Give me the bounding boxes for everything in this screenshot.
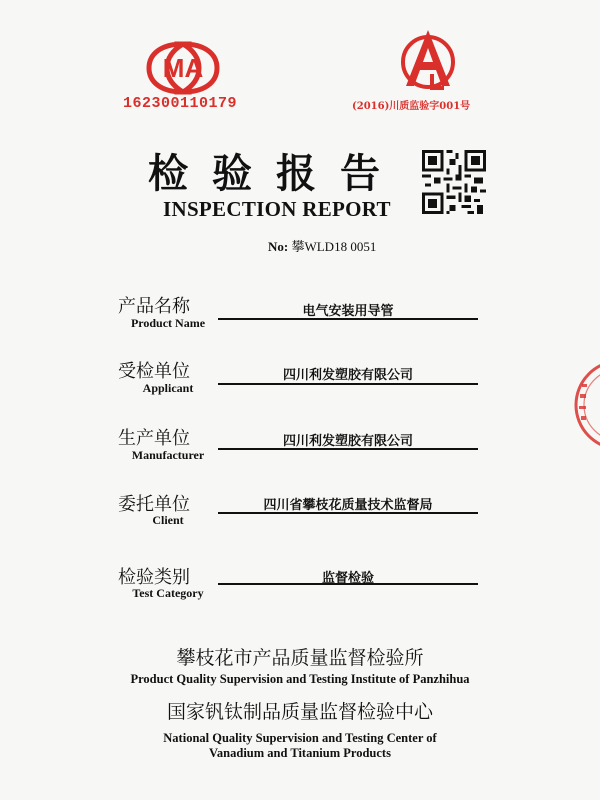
cal-number: (2016)川质监验字001号: [352, 101, 471, 112]
field-value-manufacturer: 四川利发塑胶有限公司: [282, 434, 413, 449]
report-number: [268, 236, 376, 255]
report-title-cn: 检验报告: [148, 150, 404, 197]
field-underline: [218, 583, 478, 585]
field-label-cn: 受检单位: [118, 361, 190, 382]
cal-logo: [398, 28, 458, 94]
field-label-cn: 检验类别: [118, 567, 190, 588]
field-label-cn: 委托单位: [118, 494, 190, 515]
cma-logo: [145, 40, 221, 96]
svg-text:MA: MA: [162, 53, 204, 83]
report-title-en: INSPECTION REPORT: [163, 197, 391, 221]
field-label-en: Client: [152, 513, 184, 527]
cma-number: 162300110179: [123, 95, 238, 112]
center-name-cn: 国家钒钛制品质量监督检验中心: [166, 701, 433, 723]
field-value-product-name: 电气安装用导管: [302, 304, 394, 319]
field-label-cn: 产品名称: [118, 296, 190, 317]
report-number-value: 攀WLD18 0051: [291, 239, 377, 254]
field-label-en: Test Category: [132, 586, 204, 600]
field-value-test-category: 监督检验: [321, 571, 374, 586]
institute-name-en: Product Quality Supervision and Testing Institute of Panzhihua: [130, 672, 470, 686]
partial-seal-stamp: [568, 360, 600, 450]
field-underline: [218, 383, 478, 385]
field-underline: [218, 448, 478, 450]
center-name-en-line1: National Quality Supervision and Testing Center of: [163, 731, 437, 745]
qr-code-icon: [422, 150, 486, 214]
field-value-client: 四川省攀枝花质量技术监督局: [263, 498, 433, 513]
field-label-en: Manufacturer: [131, 448, 205, 462]
field-label-cn: 生产单位: [118, 428, 190, 449]
report-number-label: No:: [268, 239, 289, 254]
field-value-applicant: 四川利发塑胶有限公司: [282, 368, 413, 383]
field-label-en: Applicant: [142, 381, 194, 395]
institute-name-cn: 攀枝花市产品质量监督检验所: [176, 647, 424, 669]
field-underline: [218, 318, 478, 320]
field-label-en: Product Name: [130, 316, 206, 330]
field-underline: [218, 512, 478, 514]
center-name-en-line2: Vanadium and Titanium Products: [209, 746, 391, 760]
